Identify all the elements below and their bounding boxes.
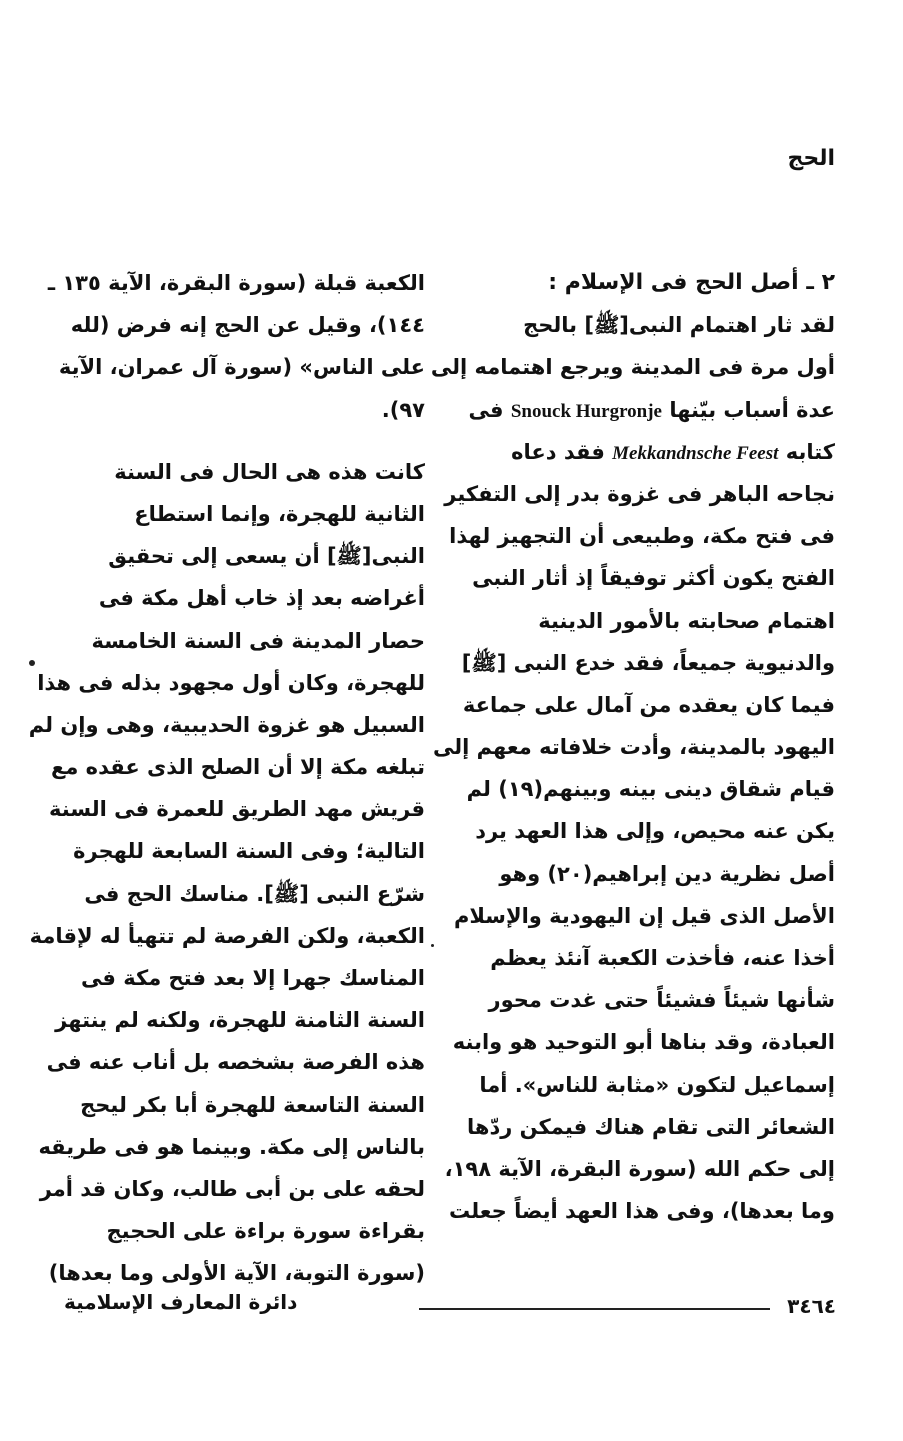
- text-line: أصل نظرية دين إبراهيم(٢٠) وهو: [499, 861, 835, 886]
- text-line: الكعبة قبلة (سورة البقرة، الآية ١٣٥ ـ: [47, 271, 425, 295]
- margin-dot-mark: [29, 660, 35, 666]
- text-line: يكن عنه محيص، وإلى هذا العهد يرد: [475, 819, 835, 844]
- text-line: الفتح يكون أكثر توفيقاً إذ أثار النبى: [472, 566, 835, 591]
- paragraph-gap: [53, 431, 425, 451]
- right-column: [430, 262, 835, 1232]
- text-line: النبى[ﷺ] أن يسعى إلى تحقيق: [108, 544, 425, 569]
- text-line: والدنيوية جميعاً، فقد خدع النبى [ﷺ]: [461, 650, 835, 675]
- text-line: العبادة، وقد بناها أبو التوحيد هو وابنه: [452, 1030, 835, 1055]
- text-line: فى فتح مكة، وطبيعى أن التجهيز لهذا: [449, 524, 835, 549]
- text-line: شرّع النبى [ﷺ]. مناسك الحج فى: [84, 881, 425, 906]
- text-line: الثانية للهجرة، وإنما استطاع: [134, 501, 425, 526]
- page-number: ٣٤٦٤: [787, 1294, 836, 1318]
- text-line: قيام شقاق دينى بينه وبينهم(١٩) لم: [466, 777, 835, 802]
- publication-title: دائرة المعارف الإسلامية: [64, 1290, 298, 1314]
- text-line: وما بعدها)، وفى هذا العهد أيضاً جعلت: [448, 1199, 835, 1224]
- text-line: هذه الفرصة بشخصه بل أناب عنه فى: [46, 1050, 425, 1075]
- text-line: المناسك جهرا إلا بعد فتح مكة فى: [80, 966, 425, 990]
- text-line: إلى حكم الله (سورة البقرة، الآية ١٩٨،: [444, 1156, 835, 1181]
- text-line: (سورة التوبة، الآية الأولى وما بعدها): [48, 1261, 425, 1286]
- text-line: إسماعيل لتكون «مثابة للناس». أما: [479, 1072, 835, 1097]
- text-line: على الناس» (سورة آل عمران، الآية: [58, 355, 425, 380]
- text-fragment: كتابه: [785, 439, 835, 464]
- page-footer: [64, 1286, 836, 1326]
- margin-dot-mark: [431, 944, 434, 947]
- text-line: ١٤٤)، وقيل عن الحج إنه فرض (لله: [70, 313, 425, 338]
- text-line: لقد ثار اهتمام النبى[ﷺ] بالحج: [523, 313, 835, 338]
- text-line: أغراضه بعد إذ خاب أهل مكة فى: [98, 586, 425, 611]
- text-line: نجاحه الباهر فى غزوة بدر إلى التفكير: [444, 481, 835, 506]
- text-line: اليهود بالمدينة، وأدت خلافاته معهم إلى: [432, 735, 835, 760]
- latin-author-name: Snouck Hurgronje: [510, 400, 662, 422]
- text-line: للهجرة، وكان أول مجهود بذله فى هذا: [37, 670, 425, 695]
- text-line: قريش مهد الطريق للعمرة فى السنة: [49, 797, 425, 822]
- text-line: التالية؛ وفى السنة السابعة للهجرة: [73, 839, 425, 864]
- text-line: بقراءة سورة براءة على الحجيج: [106, 1219, 425, 1244]
- text-line: الشعائر التى تقام هناك فيمكن ردّها: [467, 1114, 835, 1139]
- text-line: ٩٧).: [381, 397, 425, 422]
- text-line: أخذا عنه، فأخذت الكعبة آنئذ يعظم: [490, 946, 835, 970]
- text-line: بالناس إلى مكة. وبينما هو فى طريقه: [38, 1134, 425, 1159]
- text-line: شأنها شيئاً فشيئاً حتى غدت محور: [488, 988, 835, 1013]
- footer-rule: [419, 1308, 770, 1310]
- text-fragment: عدة أسباب بيّنها: [669, 397, 835, 422]
- text-line: اهتمام صحابته بالأمور الدينية: [538, 608, 835, 633]
- text-line: أول مرة فى المدينة ويرجع اهتمامه إلى: [430, 355, 835, 380]
- left-column: [28, 262, 425, 1295]
- text-line: فيما كان يعقده من آمال على جماعة: [462, 692, 835, 717]
- latin-book-title: Mekkandnsche Feest: [612, 442, 779, 464]
- text-line: الكعبة، ولكن الفرصة لم تتهيأ له لإقامة: [29, 923, 425, 948]
- text-line: السبيل هو غزوة الحديبية، وهى وإن لم: [28, 712, 425, 737]
- text-line: حصار المدينة فى السنة الخامسة: [91, 628, 425, 653]
- text-line-with-latin: [463, 431, 835, 473]
- text-line: السنة التاسعة للهجرة أبا بكر ليحج: [80, 1092, 425, 1117]
- text-line-with-latin: [463, 389, 835, 431]
- text-line: السنة الثامنة للهجرة، ولكنه لم ينتهز: [55, 1008, 425, 1033]
- running-header-title: الحج: [787, 146, 835, 171]
- section-heading: ٢ ـ أصل الحج فى الإسلام :: [548, 270, 835, 295]
- text-line: تبلغه مكة إلا أن الصلح الذى عقده مع: [51, 755, 425, 780]
- text-fragment: فى: [468, 397, 504, 422]
- text-line: الأصل الذى قيل إن اليهودية والإسلام: [453, 903, 835, 928]
- text-line: لحقه على بن أبى طالب، وكان قد أمر: [39, 1176, 425, 1201]
- text-line: كانت هذه هى الحال فى السنة: [114, 459, 425, 484]
- text-fragment: فقد دعاه: [511, 439, 605, 464]
